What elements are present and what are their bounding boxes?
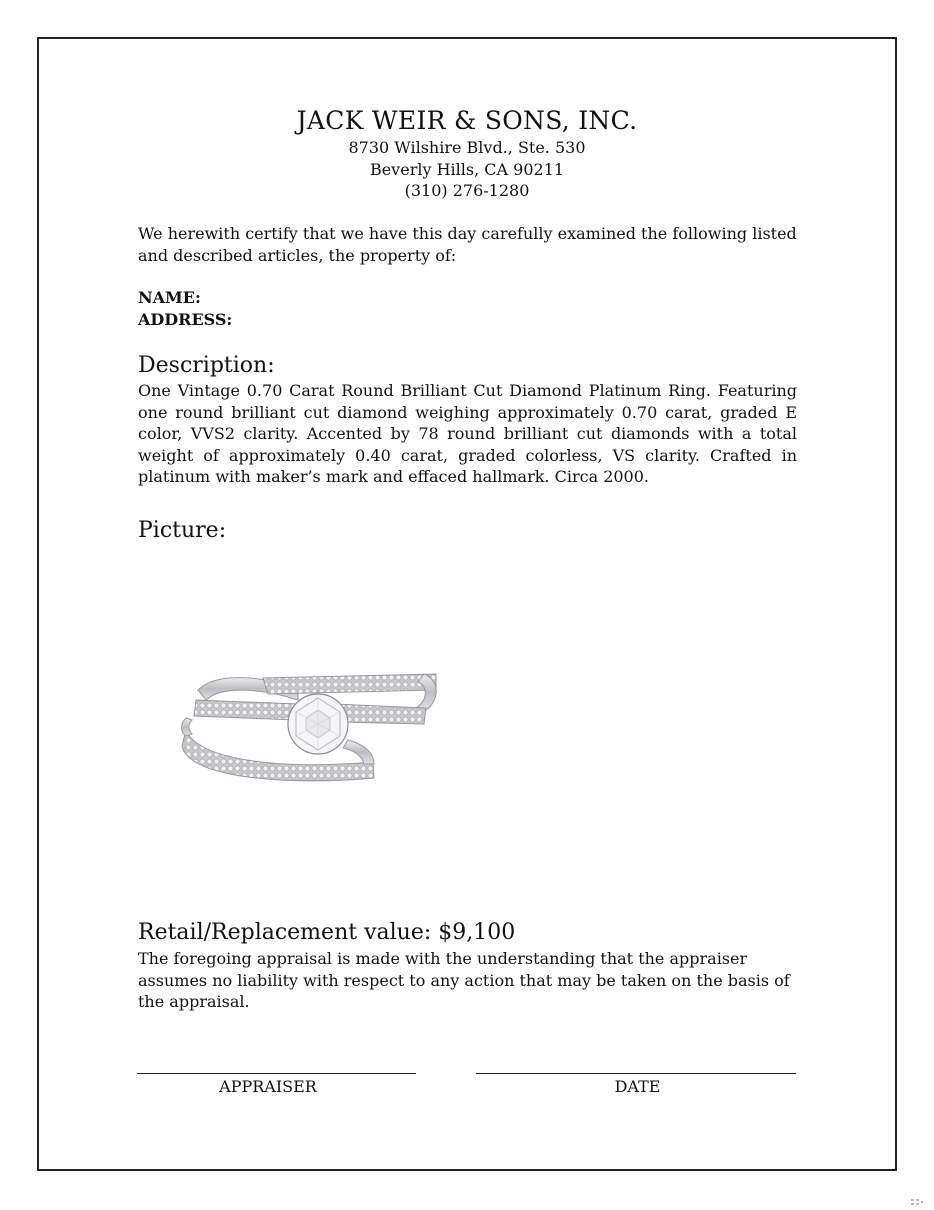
description-text: One Vintage 0.70 Carat Round Brilliant Cut Diamond Platinum Ring. Featuring one round brilliant cut diamond weighing approximately 0.70 carat, graded E color, VVS2 clarity. Accented by 78 round brilliant cut diamonds with a total weight of approximately 0.40 carat, graded colorless, VS clarity. Crafted in platinum with maker’s mark and effaced hallmark. Circa 2000. bbox=[138, 381, 797, 486]
page-corner-mark-icon bbox=[910, 1198, 924, 1206]
appraiser-label: APPRAISER bbox=[219, 1077, 317, 1096]
company-name: JACK WEIR & SONS, INC. bbox=[296, 106, 638, 135]
company-street-address: 8730 Wilshire Blvd., Ste. 530 bbox=[348, 138, 586, 157]
date-signature-line bbox=[476, 1073, 796, 1074]
certification-statement: We herewith certify that we have this day carefully examined the following listed and described articles, the property of: bbox=[138, 224, 797, 265]
name-field-label: NAME: bbox=[138, 288, 201, 307]
picture-heading: Picture: bbox=[138, 518, 227, 543]
company-phone: (310) 276-1280 bbox=[404, 181, 530, 200]
address-field-label: ADDRESS: bbox=[138, 310, 233, 329]
date-label: DATE bbox=[614, 1077, 661, 1096]
liability-disclaimer: The foregoing appraisal is made with the understanding that the appraiser assumes no liability with respect to any action that may be taken on the basis of the appraisal. bbox=[138, 949, 790, 1011]
retail-value-heading: Retail/Replacement value: $9,100 bbox=[138, 920, 516, 945]
diamond-ring-image bbox=[178, 660, 448, 795]
company-city-state-zip: Beverly Hills, CA 90211 bbox=[369, 160, 565, 179]
appraiser-signature-line bbox=[137, 1073, 416, 1074]
description-heading: Description: bbox=[138, 353, 275, 378]
